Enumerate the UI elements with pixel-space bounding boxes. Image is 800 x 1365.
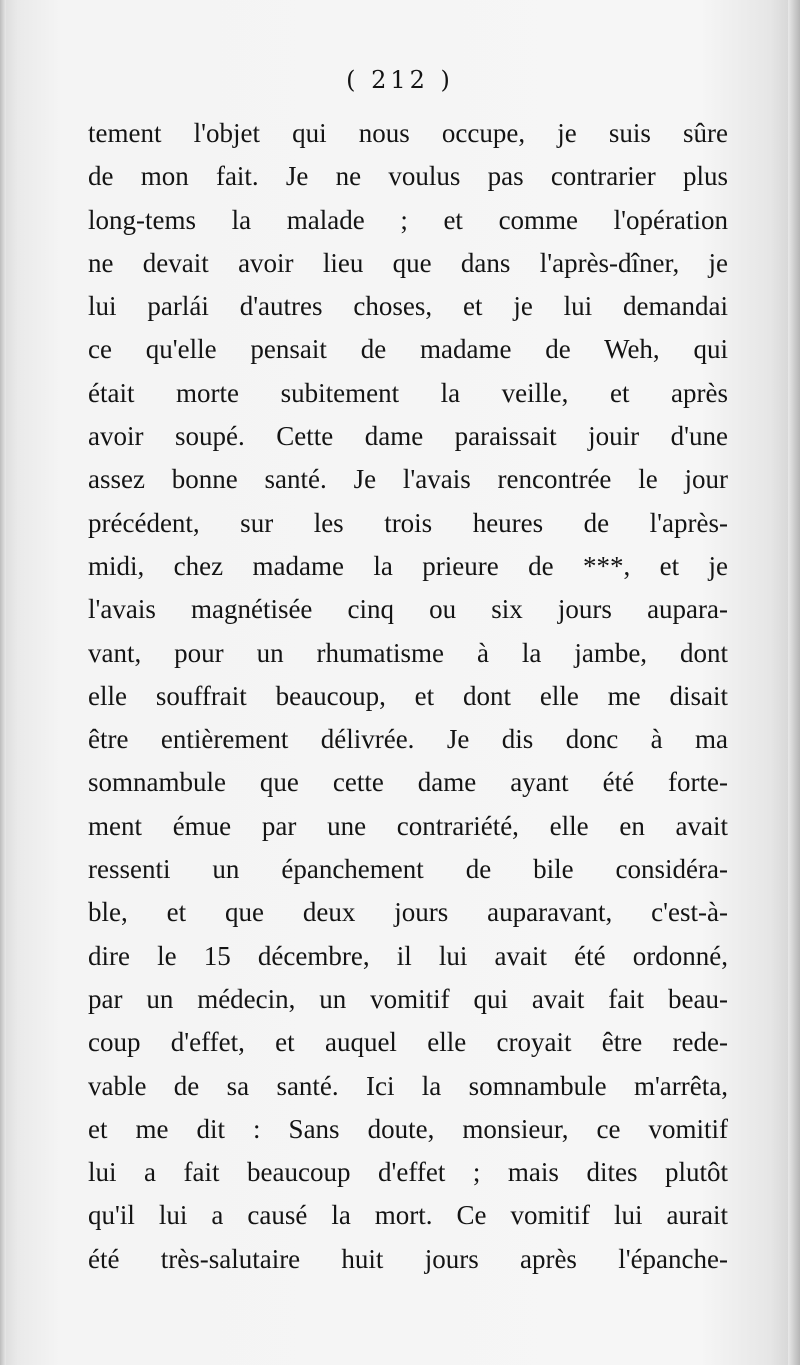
text-line: être entièrement délivrée. Je dis donc à ma (88, 724, 728, 755)
text-line: midi, chez madame la prieure de ***, et je (88, 550, 728, 581)
text-line: était morte subitement la veille, et après (88, 377, 728, 408)
body-text (88, 112, 728, 1281)
text-line: elle souffrait beaucoup, et dont elle me disait (88, 680, 728, 711)
text-line: lui parlái d'autres choses, et je lui demandai (88, 291, 728, 322)
text-line: lui a fait beaucoup d'effet ; mais dites plutôt (88, 1157, 728, 1188)
page-right-edge (788, 0, 800, 1365)
text-line: vable de sa santé. Ici la somnambule m'arrêta, (88, 1070, 728, 1101)
text-line: ce qu'elle pensait de madame de Weh, qui (88, 334, 728, 365)
text-line: somnambule que cette dame ayant été forte- (88, 767, 728, 798)
text-line: ment émue par une contrariété, elle en avait (88, 810, 728, 841)
text-line: été très-salutaire huit jours après l'épanche- (88, 1243, 728, 1274)
text-line: avoir soupé. Cette dame paraissait jouir d'une (88, 421, 728, 452)
text-line: ne devait avoir lieu que dans l'après-dîner, je (88, 247, 728, 278)
text-line: et me dit : Sans doute, monsieur, ce vomitif (88, 1113, 728, 1144)
text-line: ressenti un épanchement de bile considéra- (88, 854, 728, 885)
text-line: coup d'effet, et auquel elle croyait être rede- (88, 1027, 728, 1058)
text-line: tement l'objet qui nous occupe, je suis sûre (88, 118, 728, 148)
text-line: long-tems la malade ; et comme l'opération (88, 204, 728, 235)
text-line: précédent, sur les trois heures de l'après- (88, 507, 728, 538)
text-line: l'avais magnétisée cinq ou six jours aupara- (88, 594, 728, 625)
text-line: de mon fait. Je ne voulus pas contrarier plus (88, 161, 728, 192)
text-line: ble, et que deux jours auparavant, c'est-à- (88, 897, 728, 928)
page-left-edge (0, 0, 6, 1365)
page-number: ( 212 ) (346, 66, 454, 94)
text-line: qu'il lui a causé la mort. Ce vomitif lui aurait (88, 1200, 728, 1231)
text-line: par un médecin, un vomitif qui avait fait beau- (88, 983, 728, 1014)
text-line: vant, pour un rhumatisme à la jambe, dont (88, 637, 728, 668)
text-line: assez bonne santé. Je l'avais rencontrée le jour (88, 464, 728, 495)
text-line: dire le 15 décembre, il lui avait été ordonné, (88, 940, 728, 971)
